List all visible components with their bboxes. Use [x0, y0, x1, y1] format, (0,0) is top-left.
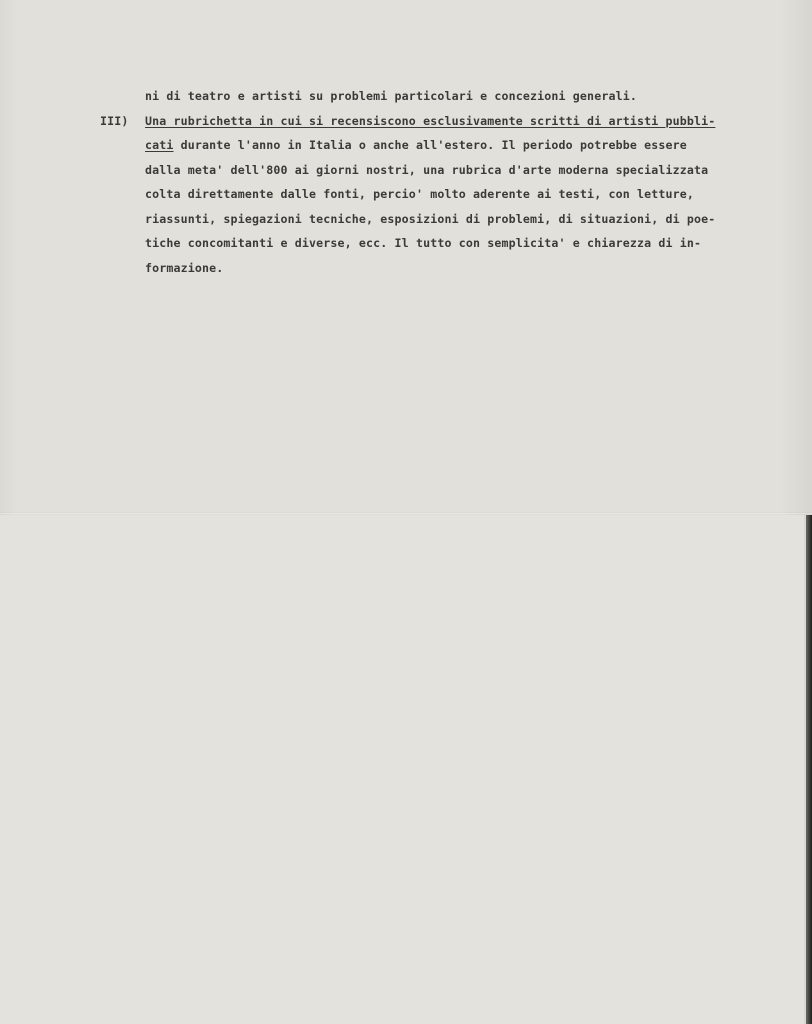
text-line-8: formazione.	[145, 260, 224, 275]
typed-text-block	[100, 84, 800, 280]
lower-page-half	[0, 515, 804, 1024]
underlined-heading-part-1: Una rubrichetta in cui si recensiscono esclusivamente scritti di artisti pubbli-	[145, 113, 716, 128]
text-line-3	[100, 133, 800, 158]
underlined-heading-part-2: cati	[145, 138, 174, 152]
item-number: III)	[100, 113, 129, 128]
text-line-1: ni di teatro e artisti su problemi particolari e concezioni generali.	[145, 89, 637, 103]
text-line-6: riassunti, spiegazioni tecniche, esposizioni di problemi, di situazioni, di poe-	[145, 211, 716, 226]
text-line-5: colta direttamente dalle fonti, percio' molto aderente ai testi, con letture,	[145, 187, 695, 201]
text-line-4: dalla meta' dell'800 ai giorni nostri, una rubrica d'arte moderna specializzata	[145, 162, 709, 177]
page-fold	[0, 512, 812, 515]
text-line-3-rest: durante l'anno in Italia o anche all'estero. Il periodo potrebbe essere	[173, 138, 687, 152]
text-line-2	[100, 109, 800, 134]
page-edge-shadow	[806, 515, 812, 1024]
text-line-7: tiche concomitanti e diverse, ecc. Il tutto con semplicita' e chiarezza di in-	[145, 236, 702, 250]
